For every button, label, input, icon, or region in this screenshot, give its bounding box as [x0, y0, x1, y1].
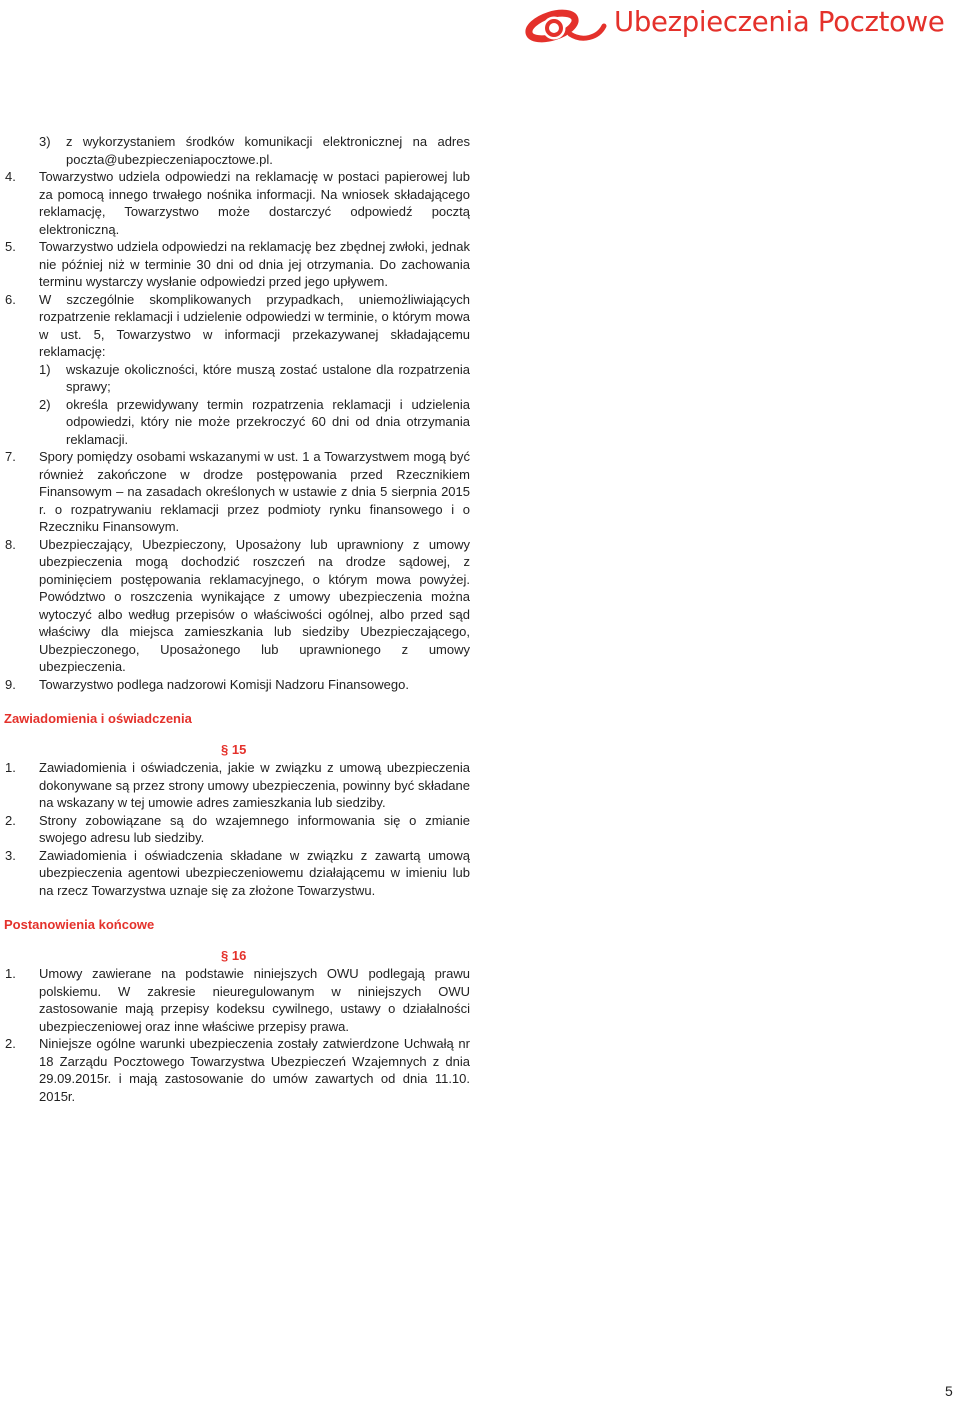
list-item — [0, 291, 470, 361]
list-item-text: Towarzystwo podlega nadzorowi Komisji Nadzoru Finansowego. — [39, 676, 409, 692]
list-item-text: wskazuje okoliczności, które muszą zostać ustalone dla rozpatrzenia sprawy; — [66, 361, 470, 394]
list-item-number: 2. — [5, 812, 16, 828]
document-body — [0, 133, 470, 1105]
list-item — [0, 361, 470, 396]
section-title-notices: Zawiadomienia i oświadczenia — [4, 711, 192, 726]
paragraph-number: § 16 — [221, 948, 247, 963]
list-item-text: Towarzystwo udziela odpowiedzi na reklamację bez zbędnej zwłoki, jednak nie później niż w terminie 30 dni od dnia jej otrzymania. Do zachowania terminu wystarczy wysłanie odpowiedzi przed jego upływem. — [39, 239, 470, 289]
list-item-text: Umowy zawierane na podstawie niniejszych OWU podlegają prawu polskiemu. W zakresie nieuregulowanym w niniejszych OWU zastosowanie mają przepisy kodeksu cywilnego, ustawy o działalności ubezpieczeniowej oraz inne właściwe przepisy prawa. — [39, 966, 470, 1034]
list-item-number: 4. — [5, 169, 16, 184]
list-item-number: 6. — [5, 291, 16, 307]
list-item-text: określa przewidywany termin rozpatrzenia reklamacji i udzielenia odpowiedzi, który nie może przekroczyć 60 dni od dnia otrzymania reklamacji. — [66, 396, 470, 447]
logo-mark-icon — [512, 4, 612, 48]
paragraph-number: § 15 — [221, 742, 247, 757]
list-item-text: W szczególnie skomplikowanych przypadkach, uniemożliwiających rozpatrzenie reklamacji i udzielenie odpowiedzi w terminie, o którym mowa w ust. 5, Towarzystwo w informacji przekazywanej składającemu reklamację: — [39, 291, 470, 359]
list-item-number: 2) — [39, 396, 51, 412]
list-item — [0, 396, 470, 449]
list-item-number: 9. — [5, 676, 16, 692]
list-item-number: 1. — [5, 966, 16, 981]
list-item — [0, 759, 470, 812]
list-item-text: Zawiadomienia i oświadczenia składane w związku z zawartą umową ubezpieczenia agentowi ubezpieczeniowemu działającemu w imieniu lub na rzecz Towarzystwa uznaje się za złożone Towarzystwu. — [39, 847, 470, 898]
list-item — [0, 1035, 470, 1105]
section-title-final: Postanowienia końcowe — [4, 917, 155, 932]
list-item — [0, 676, 470, 694]
list-item-text: z wykorzystaniem środków komunikacji elektronicznej na adres poczta@ubezpieczeniapocztowe.pl. — [66, 134, 470, 167]
list-item — [0, 812, 470, 847]
list-item — [0, 238, 470, 291]
list-item — [0, 847, 470, 900]
list-item-number: 3) — [39, 134, 51, 149]
list-item — [0, 133, 470, 168]
list-item-number: 7. — [5, 449, 16, 464]
brand-logo — [512, 4, 960, 48]
list-item-number: 1) — [39, 361, 51, 377]
list-item-text: Zawiadomienia i oświadczenia, jakie w związku z umową ubezpieczenia dokonywane są przez strony umowy ubezpieczenia, powinny być składane na wskazany w tej umowie adres zamieszkania lub siedziby. — [39, 760, 470, 810]
list-item — [0, 965, 470, 1035]
list-item-number: 3. — [5, 847, 16, 863]
list-item-number: 1. — [5, 760, 16, 775]
list-item-text: Niniejsze ogólne warunki ubezpieczenia zostały zatwierdzone Uchwałą nr 18 Zarządu Pocztowego Towarzystwa Ubezpieczeń Wzajemnych z dnia 29.09.2015r. i mają zastosowanie do umów zawartych od dnia 11.10. 2015r. — [39, 1036, 470, 1104]
list-item-number: 2. — [5, 1036, 16, 1051]
list-item — [0, 536, 470, 676]
page-number: 5 — [945, 1383, 953, 1399]
list-item-number: 5. — [5, 239, 16, 254]
list-item-text: Strony zobowiązane są do wzajemnego informowania się o zmianie swojego adresu lub siedziby. — [39, 812, 470, 845]
list-item-text: Ubezpieczający, Ubezpieczony, Uposażony lub uprawniony z umowy ubezpieczenia mogą dochodzić roszczeń na drodze sądowej, z pominięciem postępowania reklamacyjnego, o którym mowa powyżej. Powództwo o roszczenia wynikające z umowy ubezpieczenia można wytoczyć albo według przepisów o właściwości ogólnej, albo przed sąd właściwy dla miejsca zamieszkania lub siedziby Ubezpieczającego, Ubezpieczonego, Uposażonego lub uprawnionego z umowy ubezpieczenia. — [39, 536, 470, 674]
brand-name: Ubezpieczenia Pocztowe — [614, 6, 945, 38]
list-item-number: 8. — [5, 536, 16, 552]
list-item-text: Spory pomiędzy osobami wskazanymi w ust. 1 a Towarzystwem mogą być również zakończone w drodze postępowania przed Rzecznikiem Finansowym – na zasadach określonych w ustawie z dnia 5 sierpnia 2015 r. o rozpatrywaniu reklamacji przez podmioty rynku finansowego i o Rzeczniku Finansowym. — [39, 449, 470, 534]
list-item — [0, 448, 470, 536]
list-item — [0, 168, 470, 238]
list-item-text: Towarzystwo udziela odpowiedzi na reklamację w postaci papierowej lub za pomocą innego trwałego nośnika informacji. Na wniosek składającego reklamację, Towarzystwo może dostarczyć odpowiedź pocztą elektroniczną. — [39, 169, 470, 237]
